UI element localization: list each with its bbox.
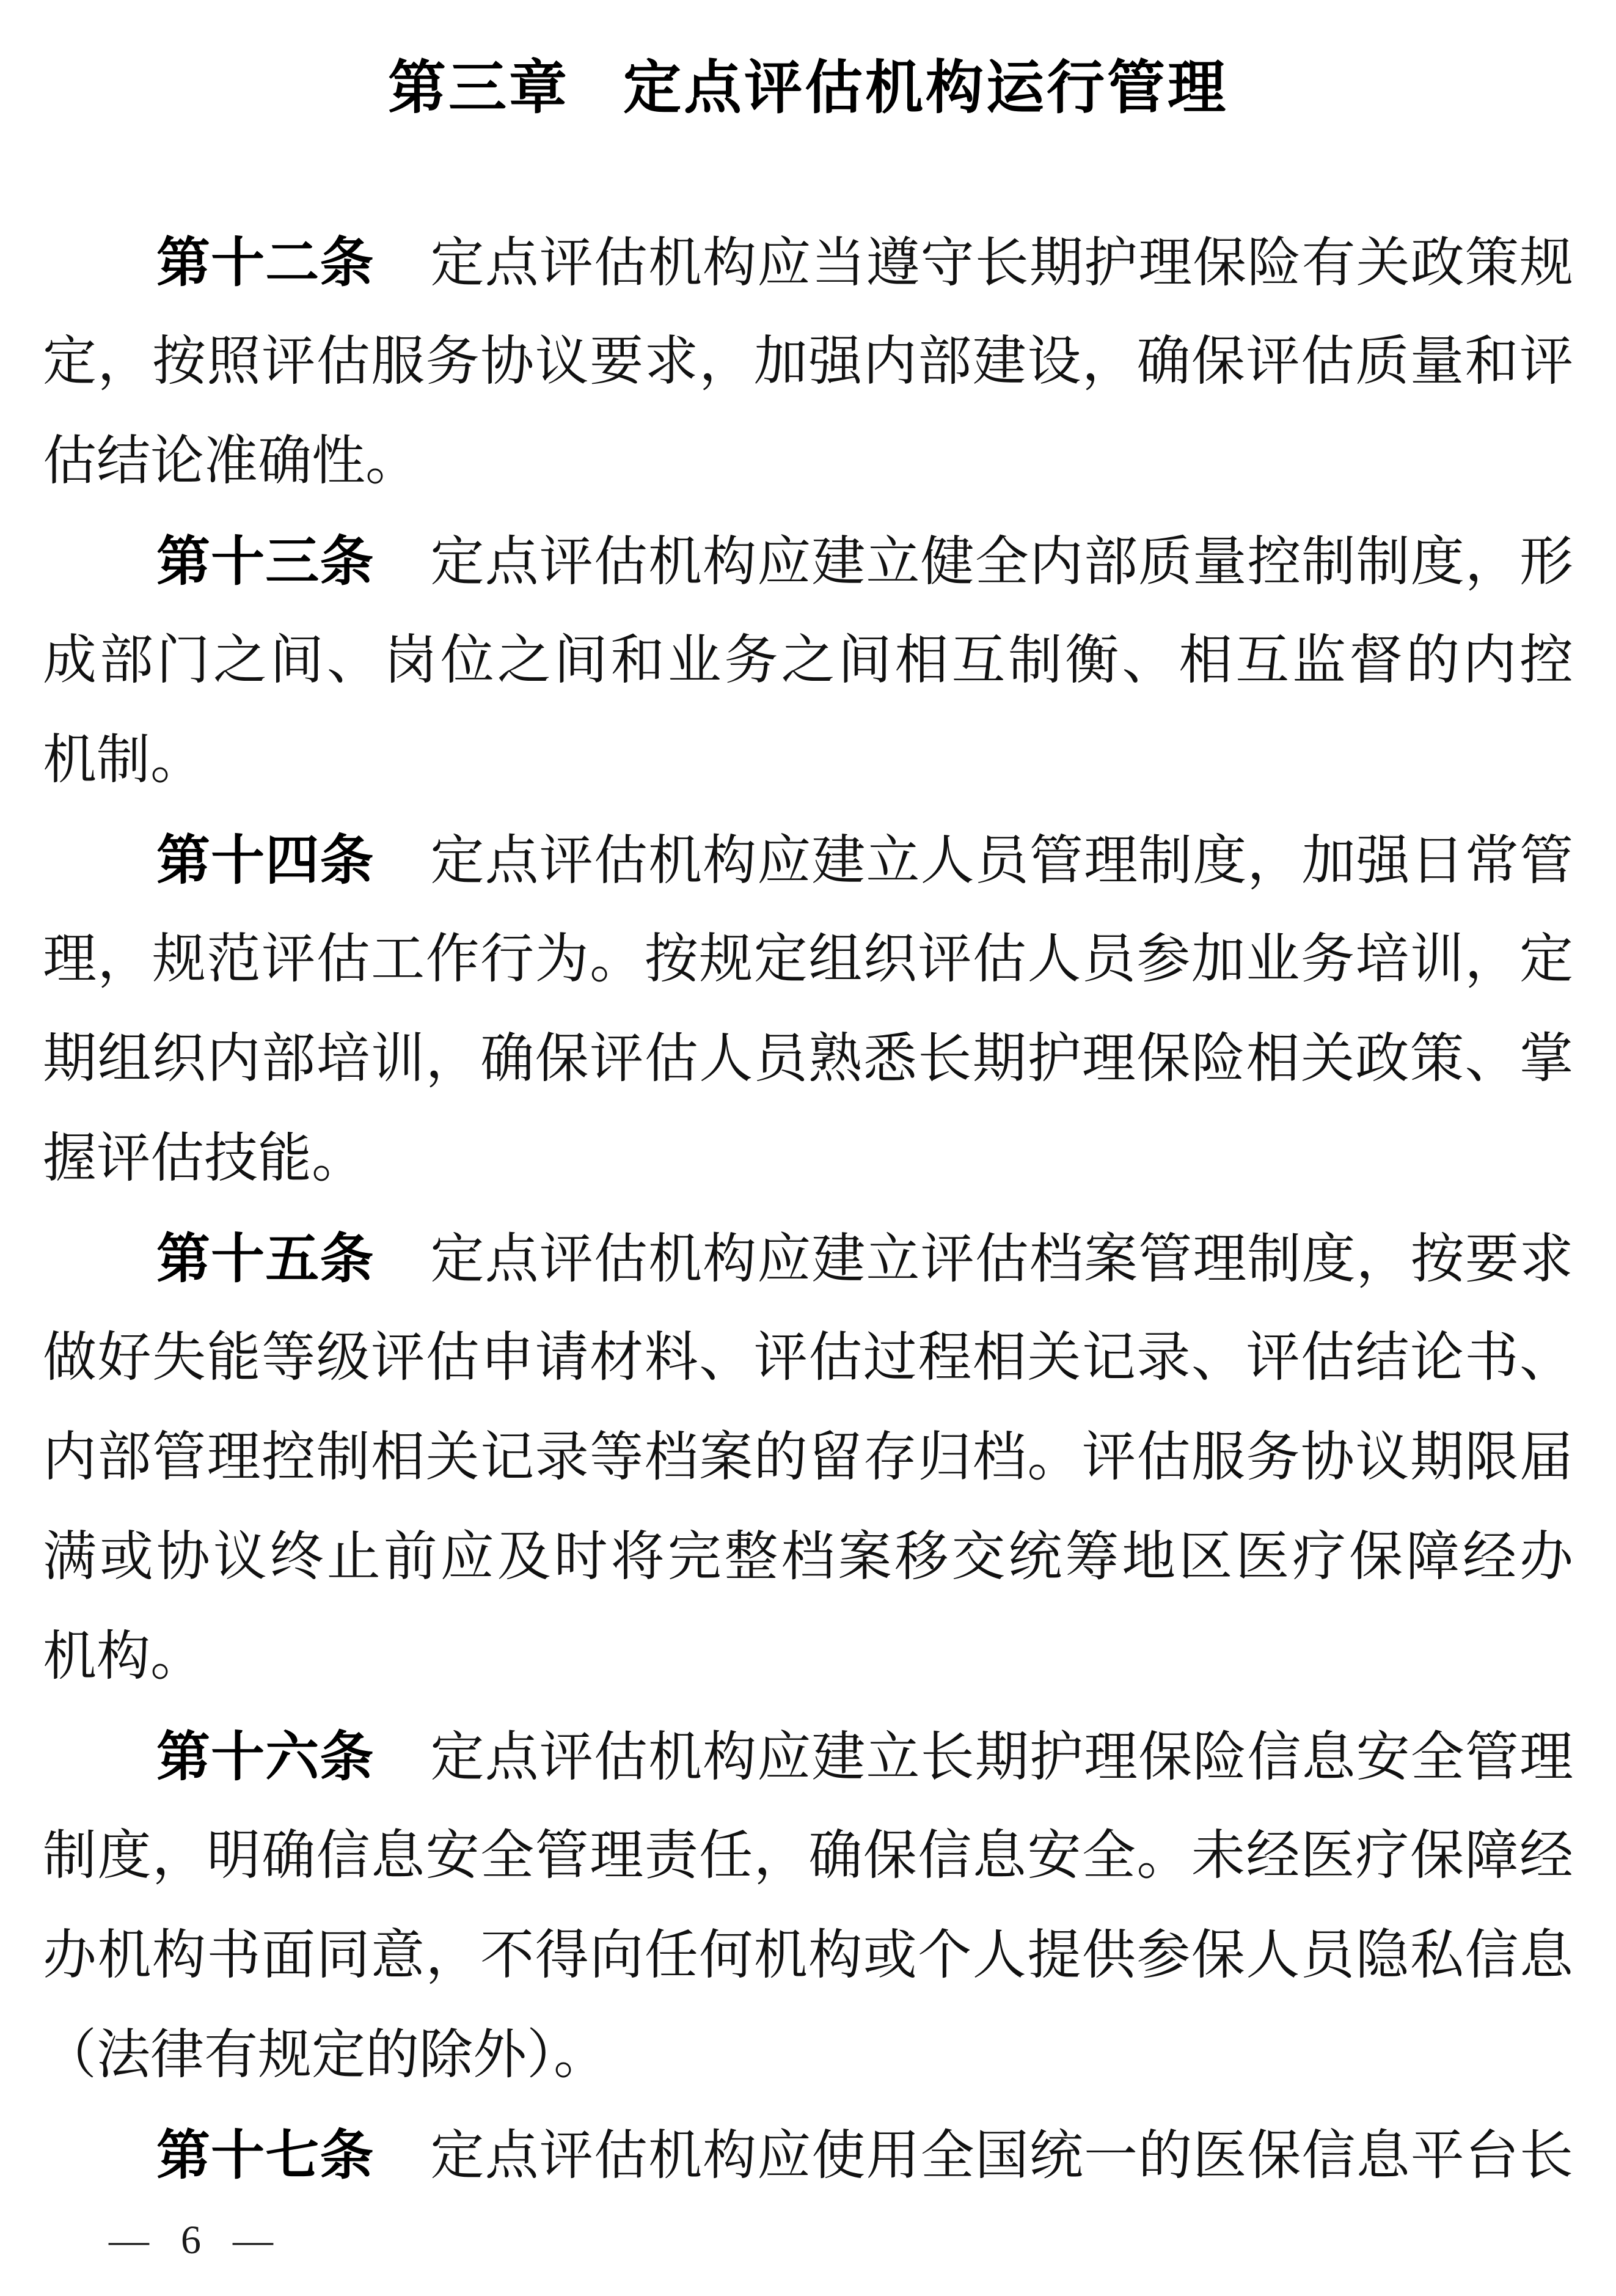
article-label: 第十三条 [156,531,375,592]
text-line [43,512,1573,611]
text-line [43,2105,1573,2205]
text-line [43,1707,1573,1806]
text-line: （法律有规定的除外）。 [43,2026,608,2085]
chapter-title [43,50,1573,126]
article-paragraph [43,1209,1573,1707]
text-line [43,1209,1573,1308]
chapter-number: 第三章 [387,56,569,120]
article-paragraph [43,213,1573,512]
article-label: 第十五条 [156,1228,375,1289]
article-text: 定点评估机构应使用全国统一的医保信息平台长 [430,2127,1573,2186]
text-line [43,213,1573,312]
article-text: 定点评估机构应建立长期护理保险信息安全管理 [430,1728,1573,1788]
text-line: 内部管理控制相关记录等档案的留存归档。评估服务协议期限届 [43,1428,1573,1487]
text-line: 机制。 [43,731,205,790]
text-line: 握评估技能。 [43,1129,366,1189]
article-text: 定点评估机构应当遵守长期护理保险有关政策规 [430,234,1573,293]
article-label: 第十七条 [156,2125,375,2185]
text-line: 期组织内部培训，确保评估人员熟悉长期护理保险相关政策、掌 [43,1030,1573,1089]
chapter-name: 定点评估机构运行管理 [623,56,1229,120]
article-label: 第十二条 [156,232,375,293]
text-line: 成部门之间、岗位之间和业务之间相互制衡、相互监督的内控 [43,631,1573,691]
text-line: 理，规范评估工作行为。按规定组织评估人员参加业务培训，定 [43,930,1573,989]
footer-page-number: 6 [181,2218,201,2262]
text-line [43,810,1573,910]
page-number [109,2216,273,2265]
text-line: 机构。 [43,1627,205,1687]
text-line: 制度，明确信息安全管理责任，确保信息安全。未经医疗保障经 [43,1827,1573,1886]
document-body [43,126,1573,2205]
article-text: 定点评估机构应建立人员管理制度，加强日常管 [430,832,1573,891]
article-paragraph [43,512,1573,810]
article-label: 第十六条 [156,1726,375,1787]
article-label: 第十四条 [156,830,375,890]
article-text: 定点评估机构应建立健全内部质量控制制度，形 [430,533,1573,592]
article-text: 定点评估机构应建立评估档案管理制度，按要求 [430,1230,1573,1289]
text-line: 定，按照评估服务协议要求，加强内部建设，确保评估质量和评 [43,332,1573,392]
text-line: 做好失能等级评估申请材料、评估过程相关记录、评估结论书、 [43,1329,1573,1388]
footer-dash-right: — [233,2218,273,2262]
article-paragraph [43,2105,1573,2205]
text-line: 满或协议终止前应及时将完整档案移交统筹地区医疗保障经办 [43,1528,1573,1587]
footer-dash-left: — [109,2218,149,2262]
text-line: 办机构书面同意，不得向任何机构或个人提供参保人员隐私信息 [43,1926,1573,1986]
article-paragraph [43,1707,1573,2105]
article-paragraph [43,810,1573,1209]
text-line: 估结论准确性。 [43,432,420,491]
